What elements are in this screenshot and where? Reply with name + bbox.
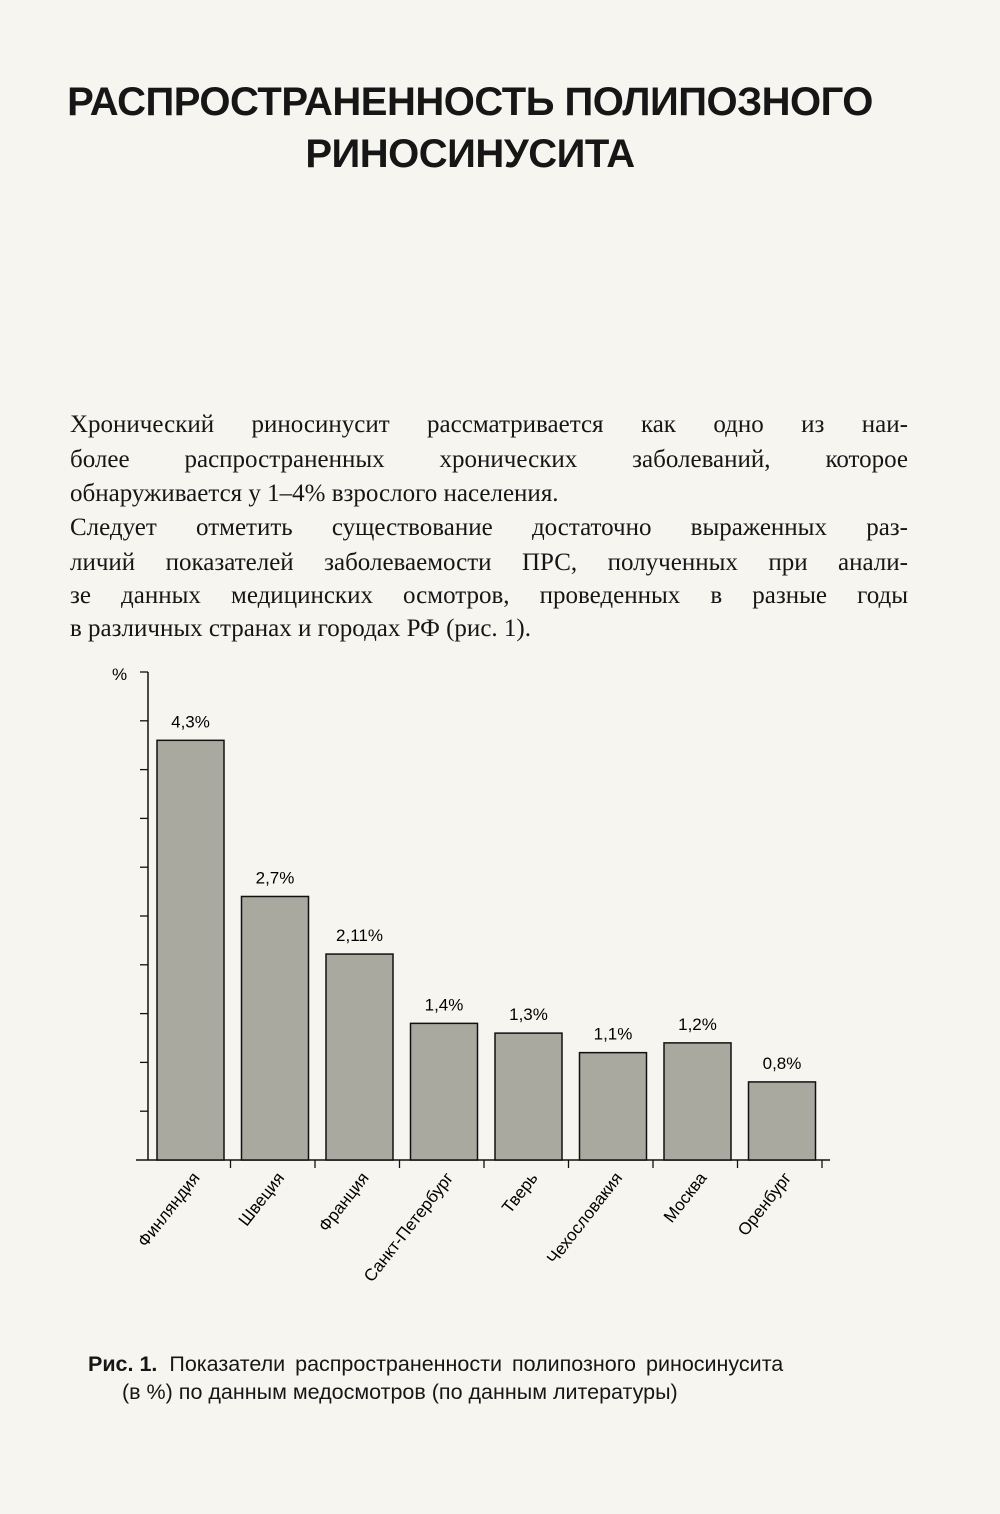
bar — [580, 1053, 647, 1160]
figure-label: Рис. 1. — [88, 1352, 158, 1376]
x-tick-label: Оренбург — [734, 1168, 796, 1240]
text-line: Хронический риносинусит рассматривается как одно из наи- — [70, 411, 908, 438]
data-label: 4,3% — [171, 712, 210, 732]
bar — [664, 1043, 731, 1160]
x-tick-label: Чехословакия — [543, 1168, 627, 1268]
x-tick-label: Финляндия — [133, 1168, 204, 1251]
x-tick-label: Москва — [659, 1168, 711, 1227]
data-label: 1,2% — [678, 1014, 717, 1034]
data-label: 1,3% — [509, 1005, 548, 1025]
text-line: обнаруживается у 1–4% взрослого населения. — [70, 480, 559, 507]
x-tick-label: Швеция — [234, 1168, 289, 1230]
data-label: 2,7% — [255, 868, 295, 888]
caption-line-1: Показатели распространенности полипозного риносинусита — [169, 1352, 784, 1376]
bar — [326, 954, 393, 1160]
data-label: 0,8% — [762, 1053, 802, 1073]
text-line: Следует отметить существование достаточно выраженных раз- — [70, 514, 908, 541]
y-axis-label: % — [112, 665, 128, 684]
text-line: личий показателей заболеваемости ПРС, полученных при анали- — [70, 549, 908, 576]
data-label: 1,1% — [593, 1024, 633, 1044]
bar — [495, 1033, 562, 1160]
data-label: 2,11% — [336, 926, 383, 946]
x-tick-label: Франция — [314, 1168, 373, 1236]
bar — [242, 896, 309, 1160]
figure-caption — [88, 1352, 783, 1377]
bar — [411, 1023, 478, 1160]
x-tick-label: Санкт-Петербург — [360, 1168, 458, 1286]
bar — [749, 1082, 816, 1160]
caption-line-2: (в %) по данным медосмотров (по данным литературы) — [122, 1380, 678, 1404]
text-line: более распространенных хронических заболеваний, которое — [70, 446, 908, 473]
text-line: зе данных медицинских осмотров, проведенных в разные годы — [70, 582, 908, 609]
page-title-line-1: РАСПРОСТРАНЕННОСТЬ ПОЛИПОЗНОГО — [67, 80, 873, 124]
bar — [157, 740, 224, 1160]
x-tick-label: Тверь — [498, 1168, 542, 1217]
text-line: в различных странах и городах РФ (рис. 1). — [70, 615, 531, 642]
page-title-line-2: РИНОСИНУСИТА — [305, 132, 635, 176]
data-label: 1,4% — [424, 995, 464, 1015]
